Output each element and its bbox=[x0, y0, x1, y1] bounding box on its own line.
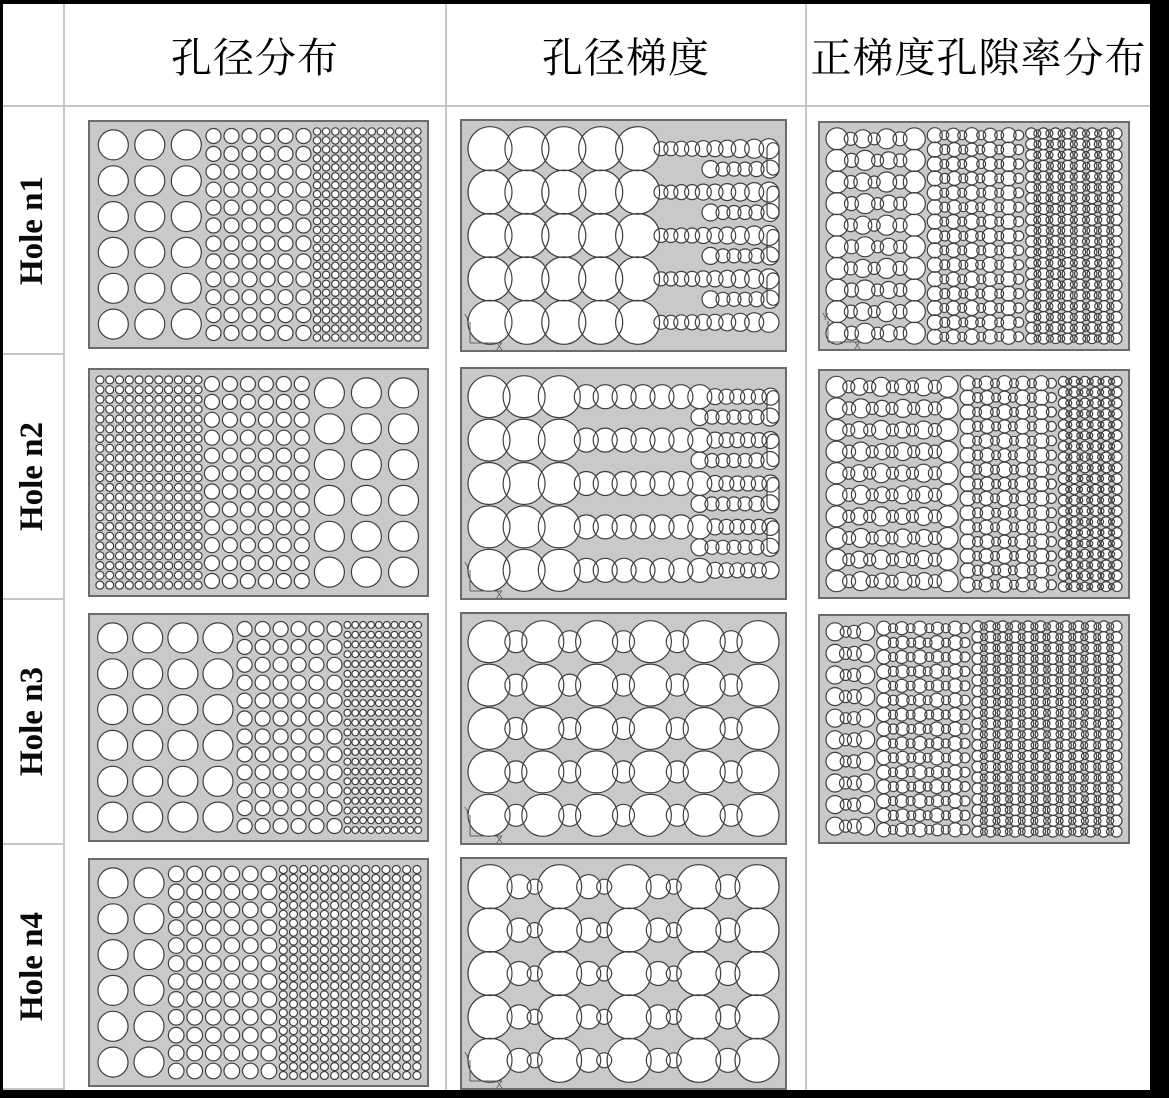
cell-hole-n2-pore-size-gradient bbox=[445, 355, 805, 600]
schematic-panel bbox=[88, 613, 429, 842]
cell-hole-n3-pore-size-gradient bbox=[445, 600, 805, 845]
row-header-hole-n1 bbox=[3, 107, 63, 355]
figure-table bbox=[3, 4, 1150, 1090]
svg-text:Y: Y bbox=[464, 561, 471, 572]
cell-hole-n2-positive-gradient-porosity bbox=[805, 355, 1150, 600]
cell-hole-n1-pore-size-distribution bbox=[63, 107, 445, 355]
schematic-panel bbox=[460, 612, 787, 845]
row-label: Hole n2 bbox=[14, 421, 51, 532]
svg-text:X: X bbox=[854, 341, 861, 351]
col-header-pore-size-gradient bbox=[445, 4, 805, 107]
schematic-panel bbox=[88, 368, 429, 597]
svg-text:X: X bbox=[496, 342, 503, 352]
cell-hole-n4-pore-size-gradient bbox=[445, 845, 805, 1090]
col-header-positive-gradient-porosity bbox=[805, 4, 1150, 107]
row-header-hole-n4 bbox=[3, 845, 63, 1090]
svg-text:X: X bbox=[496, 590, 503, 600]
schematic-panel bbox=[818, 614, 1130, 844]
svg-text:Y: Y bbox=[464, 313, 471, 324]
svg-text:Y: Y bbox=[822, 312, 829, 323]
corner-cell bbox=[3, 4, 63, 107]
cell-hole-n3-positive-gradient-porosity bbox=[805, 600, 1150, 845]
schematic-panel bbox=[88, 858, 429, 1087]
cell-hole-n1-pore-size-gradient bbox=[445, 107, 805, 355]
header-text: 孔径分布 bbox=[171, 35, 339, 81]
row-header-hole-n3 bbox=[3, 600, 63, 845]
schematic-panel bbox=[818, 121, 1130, 351]
svg-text:Y: Y bbox=[464, 806, 471, 817]
row-label: Hole n1 bbox=[14, 175, 51, 285]
row-label: Hole n4 bbox=[14, 911, 51, 1022]
cell-hole-n4-empty bbox=[805, 845, 1150, 1090]
cell-hole-n4-pore-size-distribution bbox=[63, 845, 445, 1090]
row-label: Hole n3 bbox=[14, 666, 51, 777]
col-header-pore-size-distribution bbox=[63, 4, 445, 107]
cell-hole-n3-pore-size-distribution bbox=[63, 600, 445, 845]
schematic-panel bbox=[460, 367, 787, 600]
schematic-panel bbox=[460, 857, 787, 1090]
svg-text:X: X bbox=[496, 835, 503, 845]
cell-hole-n2-pore-size-distribution bbox=[63, 355, 445, 600]
cell-hole-n1-positive-gradient-porosity bbox=[805, 107, 1150, 355]
header-text: 孔径梯度 bbox=[542, 35, 710, 81]
row-header-hole-n2 bbox=[3, 355, 63, 600]
schematic-panel bbox=[88, 120, 429, 349]
header-text: 正梯度孔隙率分布 bbox=[810, 35, 1147, 81]
schematic-panel bbox=[460, 119, 787, 352]
schematic-panel bbox=[818, 369, 1130, 599]
